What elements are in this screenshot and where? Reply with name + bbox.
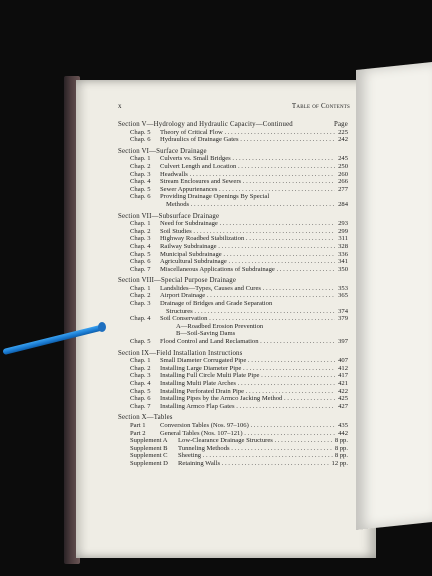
entry-page: 379 — [338, 315, 348, 323]
entry-title: Culvert Length and Location . . . — [160, 163, 335, 171]
section-heading — [118, 148, 348, 156]
toc-entry — [118, 220, 348, 228]
entry-title: Low-Clearance Drainage Structures . . . — [178, 437, 334, 445]
section-heading — [118, 121, 348, 129]
entry-title-continued: Methods . . . — [166, 201, 335, 209]
entry-label: Chap. 5 — [130, 128, 151, 136]
entry-title: Installing Perforated Drain Pipe . . . — [160, 388, 335, 396]
section-heading — [118, 277, 348, 285]
entry-label: Chap. 1 — [130, 357, 151, 365]
entry-label: Part 1 — [130, 421, 146, 429]
entry-label: Chap. 3 — [130, 235, 151, 243]
toc-entry — [118, 315, 348, 323]
entry-page: 422 — [338, 387, 348, 395]
entry-label: Chap. 2 — [130, 227, 151, 235]
entry-label: Chap. 5 — [130, 250, 151, 258]
entry-title: Tunneling Methods . . . — [178, 445, 334, 453]
toc-entry — [118, 422, 348, 430]
book-page-right — [356, 62, 432, 530]
toc-entry — [118, 395, 348, 403]
toc-entry — [118, 300, 348, 308]
toc-entry — [118, 460, 348, 468]
entry-label: Supplement B — [130, 444, 168, 452]
entry-label: Chap. 2 — [130, 364, 151, 372]
entry-label: Chap. 7 — [130, 402, 151, 410]
toc-entry — [118, 445, 348, 453]
entry-title: Stream Enclosures and Sewers . . . — [160, 178, 335, 186]
entry-page: 336 — [338, 250, 348, 258]
entry-label: Chap. 6 — [130, 136, 151, 144]
section-heading-text: Section X—Tables — [118, 414, 173, 422]
section-heading-text: Section V—Hydrology and Hydraulic Capacity—Continued — [118, 121, 293, 128]
entry-label: Chap. 3 — [130, 300, 151, 308]
entry-title: Sheeting . . . — [178, 452, 334, 460]
entry-label: Supplement A — [130, 437, 168, 445]
entry-page: 245 — [338, 155, 348, 163]
section-heading-text: Section VII—Subsurface Drainage — [118, 212, 220, 220]
toc-entry — [118, 430, 348, 438]
toc-entry — [118, 403, 348, 411]
section-heading-text: Section VIII—Special Purpose Drainage — [118, 277, 237, 285]
entry-title: Need for Subdrainage . . . — [160, 220, 335, 228]
toc-entry — [118, 365, 348, 373]
section-heading-text: Section IX—Field Installation Instructions — [118, 349, 243, 357]
table-of-contents — [118, 121, 348, 468]
section-heading-text: Section VI—Surface Drainage — [118, 147, 207, 155]
entry-title: Installing Armco Flap Gates . . . — [160, 403, 335, 411]
entry-title: Railway Subdrainage . . . — [160, 243, 335, 251]
toc-entry — [118, 380, 348, 388]
page-number: x — [118, 102, 122, 110]
entry-title: Flood Control and Land Reclamation . . . — [160, 338, 335, 346]
entry-label: Chap. 4 — [130, 178, 151, 186]
toc-entry — [118, 178, 348, 186]
entry-title: Culverts vs. Small Bridges . . . — [160, 155, 335, 163]
toc-entry — [118, 251, 348, 259]
pen-tip — [98, 322, 106, 332]
entry-label: Supplement D — [130, 459, 168, 467]
entry-page: 284 — [338, 200, 348, 208]
entry-title: Soil Conservation . . . — [160, 315, 335, 323]
entry-page: 374 — [338, 307, 348, 315]
toc-entry — [118, 292, 348, 300]
toc-entry — [118, 171, 348, 179]
entry-title: Soil Studies . . . — [160, 228, 335, 236]
entry-title: Miscellaneous Applications of Subdrainage . . . — [160, 266, 335, 274]
toc-entry — [118, 452, 348, 460]
toc-entry — [118, 186, 348, 194]
toc-entry — [118, 437, 348, 445]
entry-page: 417 — [338, 372, 348, 380]
section-heading — [118, 350, 348, 358]
entry-page: 341 — [338, 258, 348, 266]
entry-label: Chap. 1 — [130, 220, 151, 228]
entry-page: 435 — [338, 421, 348, 429]
entry-title: Drainage of Bridges and Grade Separation — [160, 300, 273, 308]
entry-page: 397 — [338, 338, 348, 346]
entry-label: Chap. 2 — [130, 292, 151, 300]
entry-page: 277 — [338, 185, 348, 193]
entry-label: Chap. 7 — [130, 265, 151, 273]
entry-page: 365 — [338, 292, 348, 300]
entry-page: 353 — [338, 284, 348, 292]
entry-title: Municipal Subdrainage . . . — [160, 251, 335, 259]
entry-label: Chap. 5 — [130, 185, 151, 193]
entry-label: Supplement C — [130, 452, 168, 460]
entry-title: Providing Drainage Openings By Special — [160, 193, 270, 201]
entry-label: Chap. 6 — [130, 193, 151, 201]
entry-page: 328 — [338, 242, 348, 250]
entry-label: Chap. 6 — [130, 258, 151, 266]
entry-label: Chap. 4 — [130, 315, 151, 323]
entry-page: 250 — [338, 162, 348, 170]
entry-title: Retaining Walls . . . — [178, 460, 331, 468]
entry-label: Chap. 3 — [130, 170, 151, 178]
toc-entry-continued — [118, 308, 348, 316]
entry-title: Theory of Critical Flow . . . — [160, 129, 335, 137]
entry-label: Chap. 1 — [130, 284, 151, 292]
toc-entry — [118, 163, 348, 171]
toc-entry — [118, 193, 348, 201]
section-heading-page: Page — [333, 121, 348, 128]
entry-title: Airport Drainage . . . — [160, 292, 335, 300]
toc-entry — [118, 258, 348, 266]
toc-entry-continued — [118, 201, 348, 209]
section-heading — [118, 213, 348, 221]
entry-page: 12 pp. — [331, 459, 348, 467]
toc-entry — [118, 266, 348, 274]
entry-title: Headwalls . . . — [160, 171, 335, 179]
entry-label: Chap. 4 — [130, 242, 151, 250]
entry-page: 266 — [338, 178, 348, 186]
entry-page: 293 — [338, 220, 348, 228]
entry-title: Landslides—Types, Causes and Cures . . . — [160, 285, 335, 293]
entry-title: Sewer Appurtenances . . . — [160, 186, 335, 194]
entry-page: 8 pp. — [334, 437, 348, 445]
entry-subitem: B—Soil-Saving Dams — [176, 330, 236, 338]
toc-entry — [118, 388, 348, 396]
entry-label: Chap. 2 — [130, 162, 151, 170]
entry-page: 8 pp. — [334, 444, 348, 452]
entry-page: 427 — [338, 402, 348, 410]
toc-entry — [118, 136, 348, 144]
entry-page: 407 — [338, 357, 348, 365]
entry-title: Installing Large Diameter Pipe . . . — [160, 365, 335, 373]
entry-page: 311 — [338, 235, 348, 243]
entry-page: 412 — [338, 364, 348, 372]
toc-entry — [118, 338, 348, 346]
entry-title: Installing Full Circle Multi Plate Pipe . . . — [160, 372, 335, 380]
entry-subitem: A—Roadbed Erosion Prevention — [176, 322, 264, 330]
entry-label: Chap. 3 — [130, 372, 151, 380]
entry-title: Small Diameter Corrugated Pipe . . . — [160, 357, 335, 365]
toc-entry — [118, 235, 348, 243]
entry-title: Conversion Tables (Nos. 97–106) . . . — [160, 422, 335, 430]
entry-title: Agricultural Subdrainage . . . — [160, 258, 335, 266]
entry-page: 260 — [338, 170, 348, 178]
entry-title: Hydraulics of Drainage Gates . . . — [160, 136, 335, 144]
toc-entry — [118, 228, 348, 236]
running-title: Table of Contents — [291, 102, 350, 110]
toc-entry — [118, 357, 348, 365]
entry-label: Chap. 6 — [130, 395, 151, 403]
entry-page: 8 pp. — [334, 452, 348, 460]
entry-title: Installing Pipes by the Armco Jacking Method . . . — [160, 395, 335, 403]
toc-entry — [118, 285, 348, 293]
entry-page: 425 — [338, 395, 348, 403]
entry-title-continued: Structures . . . — [166, 308, 335, 316]
toc-entry — [118, 129, 348, 137]
toc-entry — [118, 372, 348, 380]
entry-page: 421 — [338, 380, 348, 387]
entry-page: 442 — [338, 429, 348, 437]
entry-label: Chap. 4 — [130, 380, 151, 387]
entry-title: Highway Roadbed Stabilization . . . — [160, 235, 335, 243]
toc-entry — [118, 155, 348, 163]
entry-page: 242 — [338, 136, 348, 144]
entry-title: Installing Multi Plate Arches . . . — [160, 380, 335, 388]
section-heading — [118, 414, 348, 422]
entry-page: 299 — [338, 227, 348, 235]
entry-label: Chap. 1 — [130, 155, 151, 163]
entry-label: Chap. 5 — [130, 338, 151, 346]
entry-page: 350 — [338, 265, 348, 273]
toc-entry — [118, 243, 348, 251]
entry-label: Part 2 — [130, 429, 146, 437]
entry-label: Chap. 5 — [130, 387, 151, 395]
entry-page: 225 — [338, 128, 348, 136]
entry-title: General Tables (Nos. 107–121) . . . — [160, 430, 335, 438]
